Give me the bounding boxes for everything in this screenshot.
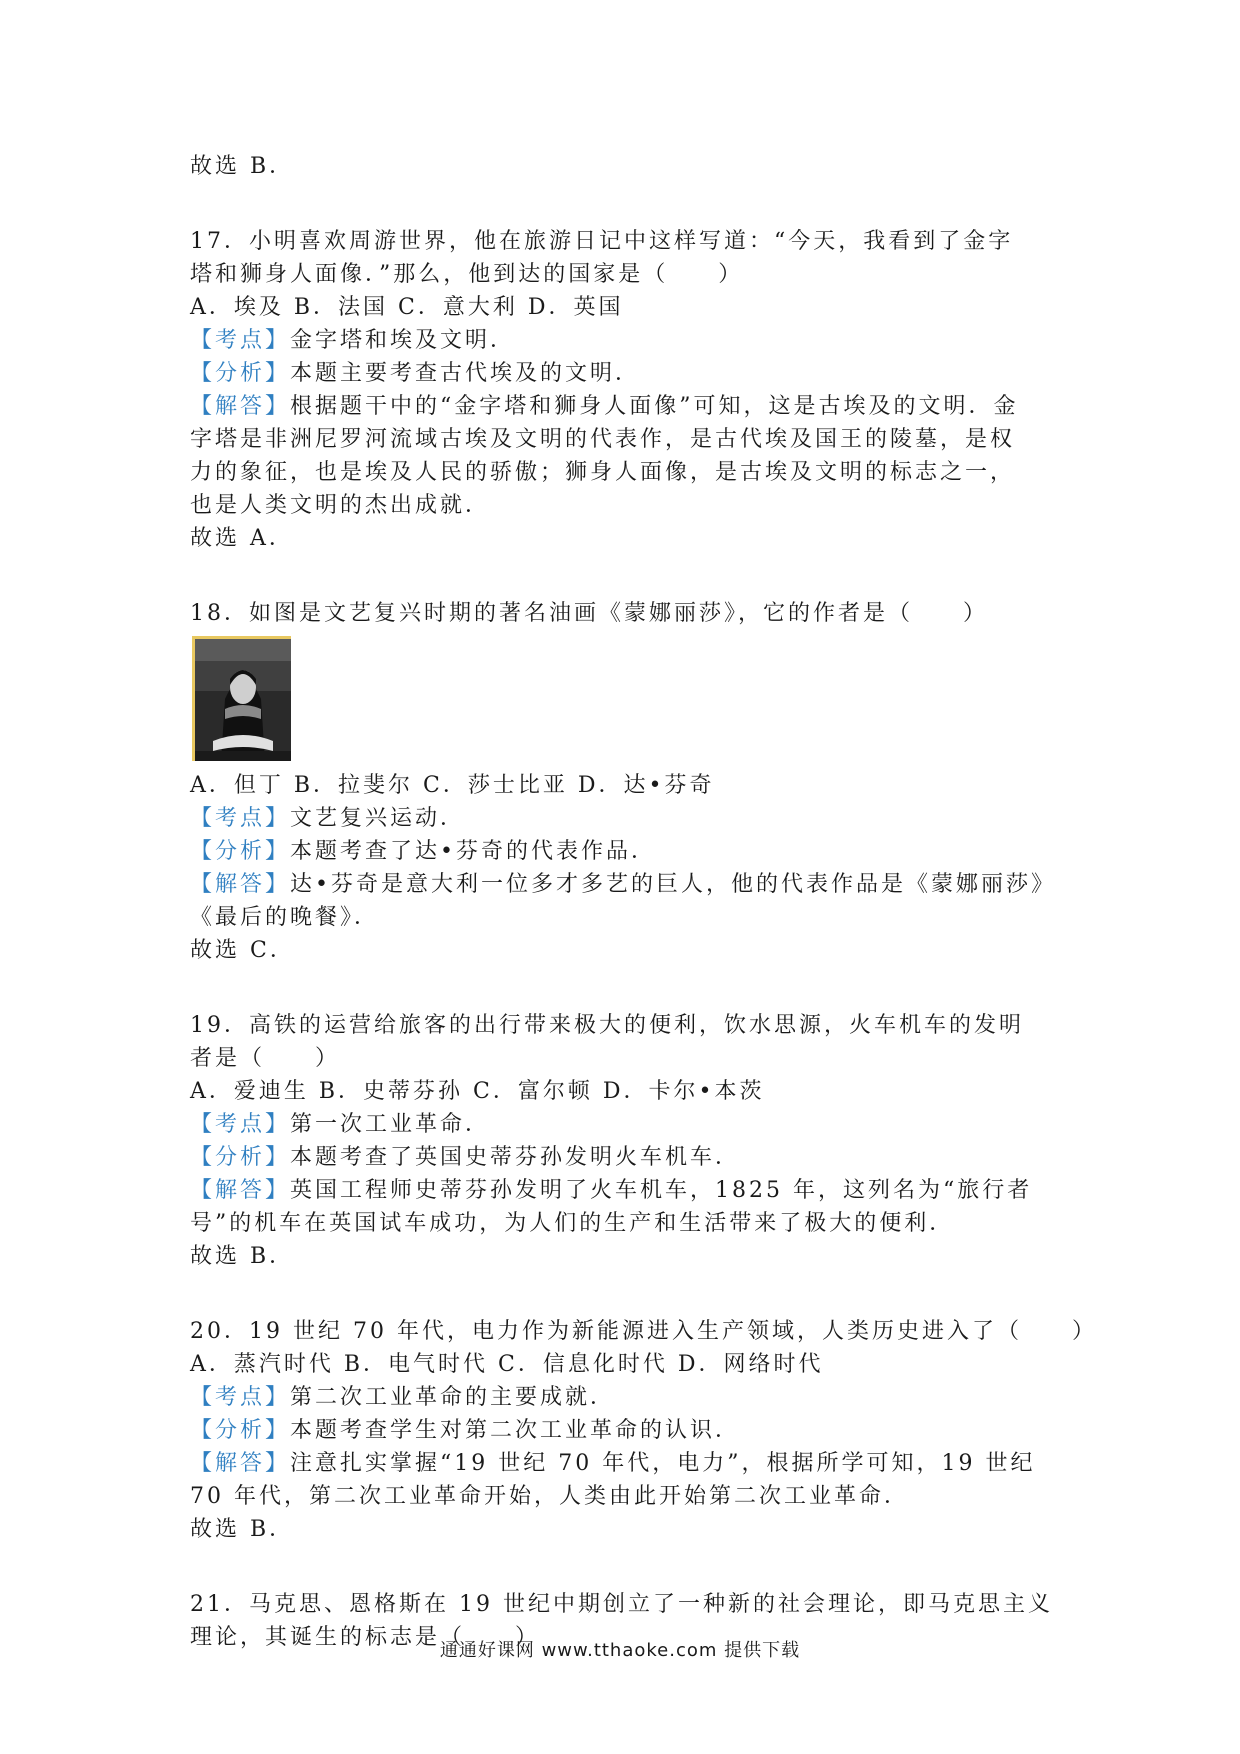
q18-jieda-line1: 达•芬奇是意大利一位多才多艺的巨人，他的代表作品是《蒙娜丽莎》 [290, 872, 1056, 897]
q19-answer: 故选 B． [190, 1244, 295, 1269]
fenxi-tag: 【分析】 [190, 1418, 291, 1443]
question-17 [190, 225, 1070, 555]
document-content [190, 150, 1097, 1654]
mona-lisa-painting-icon [195, 639, 291, 761]
prev-answer: 故选 B． [190, 154, 295, 179]
q21-stem-line2: 理论，其诞生的标志是（ ） [190, 1625, 541, 1650]
q18-answer: 故选 C． [190, 938, 295, 963]
q20-answer: 故选 B． [190, 1517, 295, 1542]
q19-stem-line2: 者是（ ） [190, 1046, 341, 1071]
kaodian-tag: 【考点】 [190, 1385, 291, 1410]
q19-fenxi: 本题考查了英国史蒂芬孙发明火车机车． [290, 1145, 741, 1170]
q21-stem-line1: 21．马克思、恩格斯在 19 世纪中期创立了一种新的社会理论，即马克思主义 [190, 1592, 1053, 1617]
q17-stem-line1: 17．小明喜欢周游世界，他在旅游日记中这样写道：“今天，我看到了金字 [190, 229, 1014, 254]
q20-fenxi: 本题考查学生对第二次工业革命的认识． [290, 1418, 741, 1443]
footer-download-note: 通通好课网 www.tthaoke.com 提供下载 [439, 1640, 801, 1661]
q17-jieda-line2: 字塔是非洲尼罗河流域古埃及文明的代表作，是古代埃及国王的陵墓，是权 [190, 427, 1016, 452]
kaodian-tag: 【考点】 [190, 328, 291, 353]
fenxi-tag: 【分析】 [190, 1145, 291, 1170]
q19-jieda-line2: 号”的机车在英国试车成功，为人们的生产和生活带来了极大的便利． [190, 1211, 955, 1236]
q17-jieda-line3: 力的象征，也是埃及人民的骄傲；狮身人面像，是古埃及文明的标志之一， [190, 460, 1016, 485]
jieda-tag: 【解答】 [190, 872, 291, 897]
q20-jieda-line2: 70 年代，第二次工业革命开始，人类由此开始第二次工业革命． [190, 1484, 909, 1509]
q19-stem-line1: 19．高铁的运营给旅客的出行带来极大的便利，饮水思源，火车机车的发明 [190, 1013, 1024, 1038]
q18-kaodian: 文艺复兴运动． [290, 806, 466, 831]
q18-fenxi: 本题考查了达•芬奇的代表作品． [290, 839, 656, 864]
q17-options: A．埃及 B．法国 C．意大利 D．英国 [190, 295, 624, 320]
q20-options: A．蒸汽时代 B．电气时代 C．信息化时代 D．网络时代 [190, 1352, 824, 1377]
q19-jieda-line1: 英国工程师史蒂芬孙发明了火车机车，1825 年，这列名为“旅行者 [290, 1178, 1033, 1203]
q17-kaodian: 金字塔和埃及文明． [290, 328, 516, 353]
kaodian-tag: 【考点】 [190, 1112, 291, 1137]
question-20 [190, 1315, 1097, 1546]
q17-jieda-line4: 也是人类文明的杰出成就． [190, 493, 491, 518]
q19-options: A．爱迪生 B．史蒂芬孙 C．富尔顿 D．卡尔•本茨 [190, 1079, 765, 1104]
q19-kaodian: 第一次工业革命． [290, 1112, 491, 1137]
q18-jieda-line2: 《最后的晚餐》． [190, 905, 380, 930]
jieda-tag: 【解答】 [190, 1451, 291, 1476]
mona-lisa-image [192, 636, 291, 761]
q17-jieda-line1: 根据题干中的“金字塔和狮身人面像”可知，这是古埃及的文明．金 [290, 394, 1019, 419]
q20-kaodian: 第二次工业革命的主要成就． [290, 1385, 616, 1410]
q17-stem-line2: 塔和狮身人面像．”那么，他到达的国家是（ ） [190, 262, 744, 287]
fenxi-tag: 【分析】 [190, 839, 291, 864]
q20-jieda-line1: 注意扎实掌握“19 世纪 70 年代，电力”，根据所学可知，19 世纪 [290, 1451, 1036, 1476]
jieda-tag: 【解答】 [190, 394, 291, 419]
q17-answer: 故选 A． [190, 526, 294, 551]
q20-stem-line1: 20．19 世纪 70 年代，电力作为新能源进入生产领域，人类历史进入了（ ） [190, 1319, 1097, 1344]
fenxi-tag: 【分析】 [190, 361, 291, 386]
jieda-tag: 【解答】 [190, 1178, 291, 1203]
q18-stem-line1: 18．如图是文艺复兴时期的著名油画《蒙娜丽莎》，它的作者是（ ） [190, 601, 988, 626]
q17-fenxi: 本题主要考查古代埃及的文明． [290, 361, 641, 386]
kaodian-tag: 【考点】 [190, 806, 291, 831]
question-18 [190, 597, 1070, 967]
question-19 [190, 1009, 1070, 1273]
q18-options: A．但丁 B．拉斐尔 C．莎士比亚 D．达•芬奇 [190, 773, 715, 798]
